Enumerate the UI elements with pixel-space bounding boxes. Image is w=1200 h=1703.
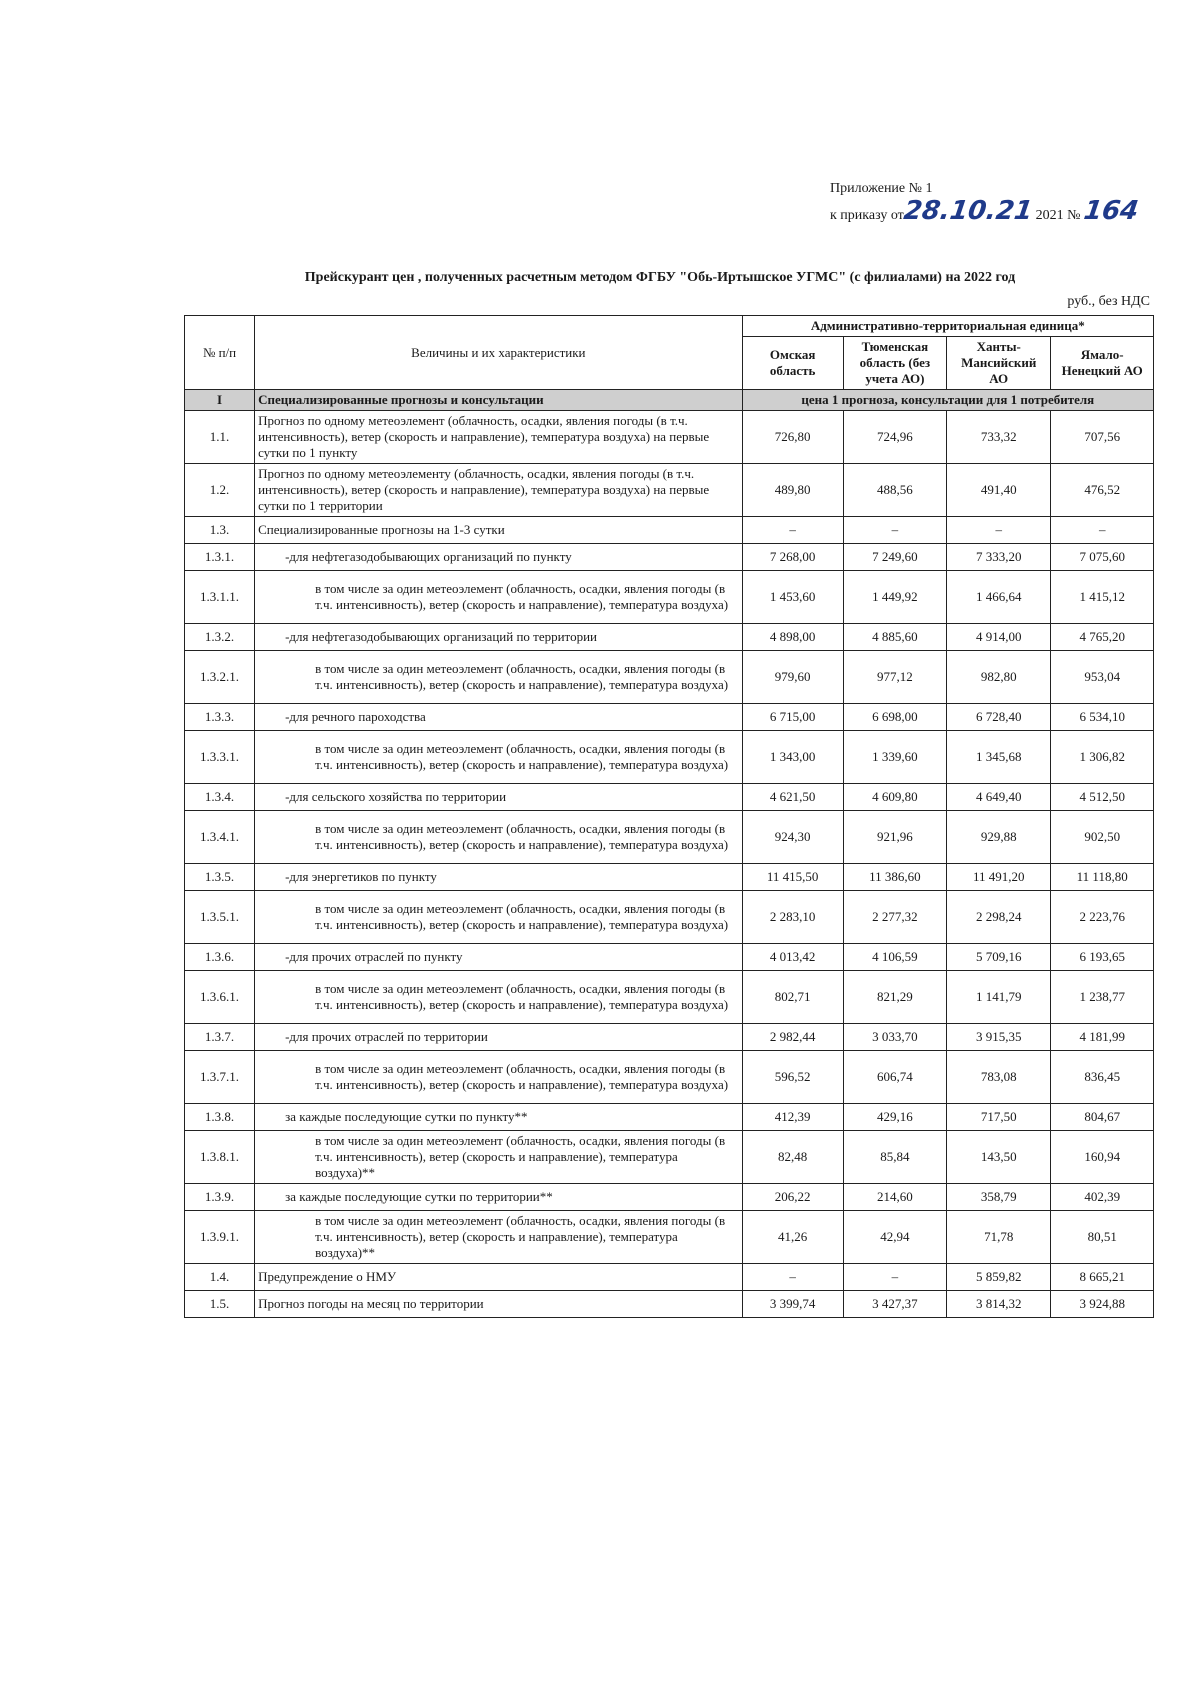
row-value-v4: 6 193,65 (1051, 944, 1154, 971)
header-desc: Величины и их характеристики (255, 316, 743, 390)
table-row (185, 864, 1154, 891)
row-value-v3: 358,79 (947, 1184, 1051, 1211)
table-row (185, 971, 1154, 1024)
header-col-omsk: Омская область (742, 337, 843, 390)
appendix-block (830, 178, 1160, 227)
order-line (830, 196, 1160, 227)
row-value-v2: 3 033,70 (843, 1024, 946, 1051)
row-num: 1.1. (185, 411, 255, 464)
table-row (185, 624, 1154, 651)
table-row (185, 651, 1154, 704)
section-note: цена 1 прогноза, консультации для 1 потребителя (742, 390, 1153, 411)
row-value-v1: 924,30 (742, 811, 843, 864)
row-value-v1: 802,71 (742, 971, 843, 1024)
row-value-v1: 979,60 (742, 651, 843, 704)
row-value-v4: 2 223,76 (1051, 891, 1154, 944)
row-num: 1.4. (185, 1264, 255, 1291)
row-value-v3: 6 728,40 (947, 704, 1051, 731)
row-desc: -для речного пароходства (255, 704, 743, 731)
row-num: 1.3.3. (185, 704, 255, 731)
row-desc: -для нефтегазодобывающих организаций по пункту (255, 544, 743, 571)
row-num: 1.3.5. (185, 864, 255, 891)
section-title: Специализированные прогнозы и консультации (255, 390, 743, 411)
row-value-v2: 488,56 (843, 464, 946, 517)
row-value-v1: 1 343,00 (742, 731, 843, 784)
row-value-v1: 7 268,00 (742, 544, 843, 571)
row-value-v4: 7 075,60 (1051, 544, 1154, 571)
row-value-v4: 80,51 (1051, 1211, 1154, 1264)
row-value-v3: 4 649,40 (947, 784, 1051, 811)
table-row (185, 1051, 1154, 1104)
row-value-v1: 3 399,74 (742, 1291, 843, 1318)
row-value-v3: 2 298,24 (947, 891, 1051, 944)
row-value-v1: 4 013,42 (742, 944, 843, 971)
row-value-v4: 4 765,20 (1051, 624, 1154, 651)
row-value-v3: 1 141,79 (947, 971, 1051, 1024)
row-value-v2: 921,96 (843, 811, 946, 864)
row-value-v2: – (843, 517, 946, 544)
row-value-v4: 836,45 (1051, 1051, 1154, 1104)
row-value-v4: 804,67 (1051, 1104, 1154, 1131)
table-row (185, 1264, 1154, 1291)
table-row (185, 704, 1154, 731)
row-value-v4: 11 118,80 (1051, 864, 1154, 891)
row-value-v2: 977,12 (843, 651, 946, 704)
row-value-v3: 1 466,64 (947, 571, 1051, 624)
row-desc: Предупреждение о НМУ (255, 1264, 743, 1291)
section-num: I (185, 390, 255, 411)
row-value-v3: 7 333,20 (947, 544, 1051, 571)
row-value-v2: 7 249,60 (843, 544, 946, 571)
row-num: 1.3.2.1. (185, 651, 255, 704)
row-desc: Прогноз по одному метеоэлементу (облачность, осадки, явления погоды (в т.ч. интенсивность), ветер (скорость и направление), температура воздуха) на первые сутки по 1 территории (255, 464, 743, 517)
appendix-line: Приложение № 1 (830, 181, 933, 196)
price-table (184, 315, 1154, 1318)
row-desc: Специализированные прогнозы на 1-3 сутки (255, 517, 743, 544)
table-row (185, 1291, 1154, 1318)
header-col-yanao: Ямало-Ненецкий АО (1051, 337, 1154, 390)
row-value-v1: 412,39 (742, 1104, 843, 1131)
row-num: 1.3.9.1. (185, 1211, 255, 1264)
table-row (185, 1104, 1154, 1131)
row-value-v4: 6 534,10 (1051, 704, 1154, 731)
row-num: 1.3.7.1. (185, 1051, 255, 1104)
table-row (185, 1184, 1154, 1211)
row-num: 1.3.5.1. (185, 891, 255, 944)
row-value-v1: 1 453,60 (742, 571, 843, 624)
row-num: 1.3.3.1. (185, 731, 255, 784)
header-col-khmao: Ханты-Мансийский АО (947, 337, 1051, 390)
header-num: № п/п (185, 316, 255, 390)
row-value-v3: 491,40 (947, 464, 1051, 517)
row-value-v4: 402,39 (1051, 1184, 1154, 1211)
row-value-v1: 206,22 (742, 1184, 843, 1211)
row-desc: в том числе за один метеоэлемент (облачность, осадки, явления погоды (в т.ч. интенсивность), ветер (скорость и направление), температура воздуха) (255, 1051, 743, 1104)
row-value-v2: 1 339,60 (843, 731, 946, 784)
table-row (185, 944, 1154, 971)
row-desc: в том числе за один метеоэлемент (облачность, осадки, явления погоды (в т.ч. интенсивность), ветер (скорость и направление), температура воздуха) (255, 651, 743, 704)
row-num: 1.3.6. (185, 944, 255, 971)
table-row (185, 811, 1154, 864)
unit-note: руб., без НДС (1067, 294, 1150, 309)
row-value-v4: 707,56 (1051, 411, 1154, 464)
row-value-v3: 3 915,35 (947, 1024, 1051, 1051)
row-desc: в том числе за один метеоэлемент (облачность, осадки, явления погоды (в т.ч. интенсивность), ветер (скорость и направление), температура воздуха) (255, 971, 743, 1024)
row-value-v2: 429,16 (843, 1104, 946, 1131)
row-value-v2: 11 386,60 (843, 864, 946, 891)
row-value-v3: 717,50 (947, 1104, 1051, 1131)
row-value-v3: 929,88 (947, 811, 1051, 864)
table-row (185, 1131, 1154, 1184)
row-num: 1.3.4. (185, 784, 255, 811)
row-value-v4: 4 512,50 (1051, 784, 1154, 811)
header-col-tyumen: Тюменская область (без учета АО) (843, 337, 946, 390)
table-row (185, 784, 1154, 811)
table-row (185, 731, 1154, 784)
row-desc: в том числе за один метеоэлемент (облачность, осадки, явления погоды (в т.ч. интенсивность), ветер (скорость и направление), температура воздуха) (255, 731, 743, 784)
row-value-v3: 1 345,68 (947, 731, 1051, 784)
row-desc: Прогноз погоды на месяц по территории (255, 1291, 743, 1318)
row-value-v2: 6 698,00 (843, 704, 946, 731)
row-desc: в том числе за один метеоэлемент (облачность, осадки, явления погоды (в т.ч. интенсивность), ветер (скорость и направление), температура воздуха) (255, 891, 743, 944)
row-num: 1.3. (185, 517, 255, 544)
row-num: 1.3.8.1. (185, 1131, 255, 1184)
row-value-v2: 214,60 (843, 1184, 946, 1211)
row-value-v2: 4 885,60 (843, 624, 946, 651)
table-row (185, 544, 1154, 571)
row-value-v3: 5 709,16 (947, 944, 1051, 971)
header-group: Административно-территориальная единица* (742, 316, 1153, 337)
row-value-v3: 71,78 (947, 1211, 1051, 1264)
row-value-v4: 1 306,82 (1051, 731, 1154, 784)
row-value-v1: – (742, 517, 843, 544)
row-value-v1: 726,80 (742, 411, 843, 464)
table-row (185, 517, 1154, 544)
row-value-v1: 2 982,44 (742, 1024, 843, 1051)
document-title: Прейскурант цен , полученных расчетным методом ФГБУ "Обь-Иртышское УГМС" (с филиалами) на 2022 год (304, 270, 1016, 285)
row-value-v1: 4 621,50 (742, 784, 843, 811)
row-desc: Прогноз по одному метеоэлемент (облачность, осадки, явления погоды (в т.ч. интенсивность), ветер (скорость и направление), температура воздуха) на первые сутки по 1 пункту (255, 411, 743, 464)
row-desc: в том числе за один метеоэлемент (облачность, осадки, явления погоды (в т.ч. интенсивность), ветер (скорость и направление), температура воздуха) (255, 811, 743, 864)
row-value-v1: 489,80 (742, 464, 843, 517)
row-desc: в том числе за один метеоэлемент (облачность, осадки, явления погоды (в т.ч. интенсивность), ветер (скорость и направление), температура воздуха) (255, 571, 743, 624)
row-value-v4: 4 181,99 (1051, 1024, 1154, 1051)
row-desc: -для прочих отраслей по пункту (255, 944, 743, 971)
row-num: 1.3.7. (185, 1024, 255, 1051)
row-value-v1: 82,48 (742, 1131, 843, 1184)
row-desc: -для прочих отраслей по территории (255, 1024, 743, 1051)
row-value-v4: 8 665,21 (1051, 1264, 1154, 1291)
row-value-v3: 5 859,82 (947, 1264, 1051, 1291)
row-num: 1.3.8. (185, 1104, 255, 1131)
row-value-v3: 4 914,00 (947, 624, 1051, 651)
section-row (185, 390, 1154, 411)
row-value-v1: 596,52 (742, 1051, 843, 1104)
handwritten-date: 28.10.21 (901, 196, 1035, 226)
table-row (185, 411, 1154, 464)
row-value-v3: 733,32 (947, 411, 1051, 464)
row-num: 1.3.2. (185, 624, 255, 651)
row-value-v4: – (1051, 517, 1154, 544)
row-value-v2: – (843, 1264, 946, 1291)
row-value-v4: 476,52 (1051, 464, 1154, 517)
row-value-v1: 6 715,00 (742, 704, 843, 731)
row-value-v2: 724,96 (843, 411, 946, 464)
row-desc: -для сельского хозяйства по территории (255, 784, 743, 811)
row-value-v1: 4 898,00 (742, 624, 843, 651)
row-num: 1.2. (185, 464, 255, 517)
row-value-v4: 160,94 (1051, 1131, 1154, 1184)
row-value-v4: 953,04 (1051, 651, 1154, 704)
row-value-v2: 4 609,80 (843, 784, 946, 811)
row-value-v2: 1 449,92 (843, 571, 946, 624)
row-desc: -для нефтегазодобывающих организаций по территории (255, 624, 743, 651)
row-desc: за каждые последующие сутки по территории** (255, 1184, 743, 1211)
row-value-v2: 42,94 (843, 1211, 946, 1264)
row-value-v3: 982,80 (947, 651, 1051, 704)
row-value-v3: 3 814,32 (947, 1291, 1051, 1318)
row-value-v2: 4 106,59 (843, 944, 946, 971)
row-value-v2: 2 277,32 (843, 891, 946, 944)
row-desc: в том числе за один метеоэлемент (облачность, осадки, явления погоды (в т.ч. интенсивность), ветер (скорость и направление), температура воздуха)** (255, 1211, 743, 1264)
table-row (185, 464, 1154, 517)
row-num: 1.3.1. (185, 544, 255, 571)
row-num: 1.3.6.1. (185, 971, 255, 1024)
table-row (185, 891, 1154, 944)
row-num: 1.5. (185, 1291, 255, 1318)
row-desc: в том числе за один метеоэлемент (облачность, осадки, явления погоды (в т.ч. интенсивность), ветер (скорость и направление), температура воздуха)** (255, 1131, 743, 1184)
table-row (185, 1024, 1154, 1051)
handwritten-number: 164 (1081, 196, 1141, 226)
row-value-v4: 1 415,12 (1051, 571, 1154, 624)
table-row (185, 1211, 1154, 1264)
row-value-v2: 85,84 (843, 1131, 946, 1184)
row-value-v1: 11 415,50 (742, 864, 843, 891)
order-year: 2021 № (1035, 208, 1081, 223)
row-value-v4: 902,50 (1051, 811, 1154, 864)
order-prefix: к приказу от (830, 208, 904, 223)
row-value-v1: – (742, 1264, 843, 1291)
row-value-v4: 1 238,77 (1051, 971, 1154, 1024)
row-num: 1.3.4.1. (185, 811, 255, 864)
row-value-v3: 11 491,20 (947, 864, 1051, 891)
row-value-v1: 2 283,10 (742, 891, 843, 944)
row-value-v2: 606,74 (843, 1051, 946, 1104)
row-num: 1.3.1.1. (185, 571, 255, 624)
row-desc: -для энергетиков по пункту (255, 864, 743, 891)
row-value-v2: 821,29 (843, 971, 946, 1024)
row-value-v4: 3 924,88 (1051, 1291, 1154, 1318)
row-num: 1.3.9. (185, 1184, 255, 1211)
row-value-v3: 783,08 (947, 1051, 1051, 1104)
row-value-v3: – (947, 517, 1051, 544)
row-desc: за каждые последующие сутки по пункту** (255, 1104, 743, 1131)
row-value-v3: 143,50 (947, 1131, 1051, 1184)
row-value-v1: 41,26 (742, 1211, 843, 1264)
table-row (185, 571, 1154, 624)
row-value-v2: 3 427,37 (843, 1291, 946, 1318)
